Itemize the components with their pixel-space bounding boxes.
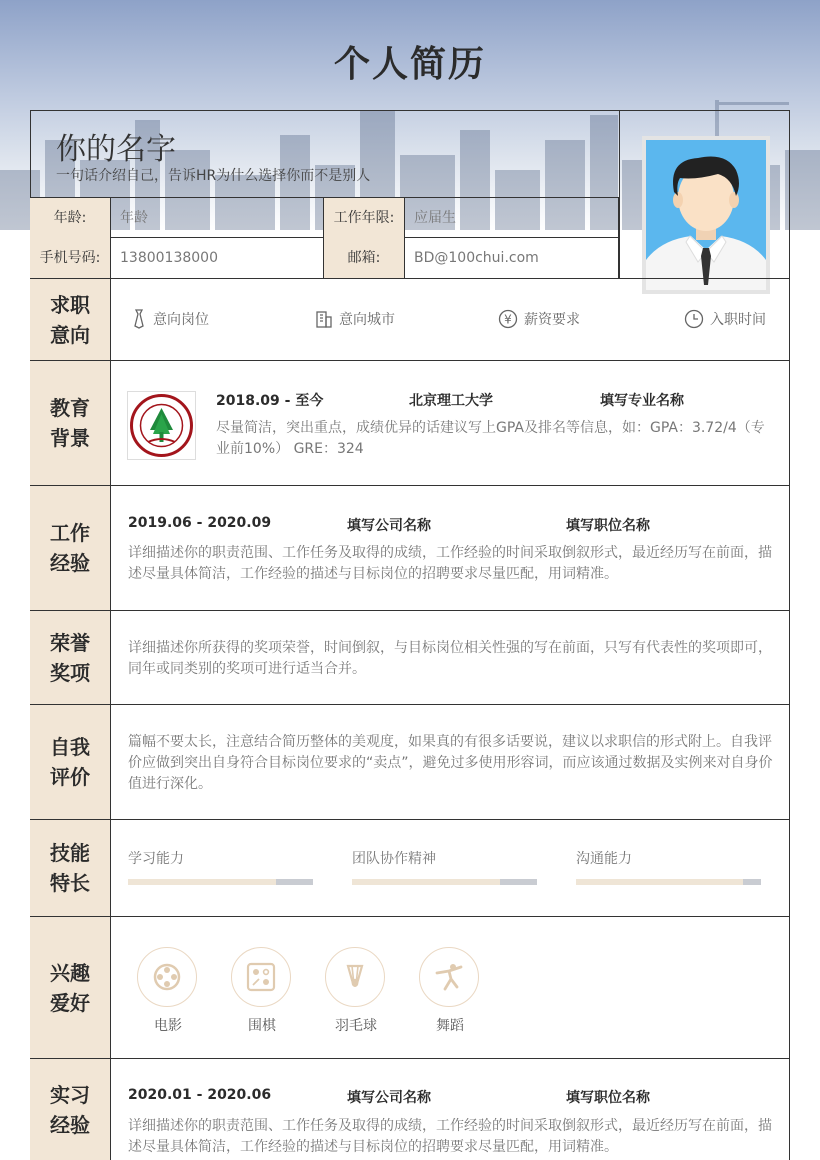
section-label-text: 自我评价 xyxy=(50,735,90,789)
section-body xyxy=(111,705,790,819)
education-desc: 尽量简洁，突出重点，成绩优异的话建议写上GPA及排名等信息，如：GPA：3.72/4（专业前10%） GRE：324 xyxy=(216,420,765,457)
skill-name: 团队协作精神 xyxy=(352,851,436,867)
info-row xyxy=(30,238,619,278)
section-label xyxy=(30,1059,111,1160)
internship-desc: 详细描述你的职责范围、工作任务及取得的成绩，工作经验的时间采取倒叙形式，最近经历写在前面，描述尽量具体简洁，工作经验的描述与目标岗位的招聘要求尽量匹配，用词精准。 xyxy=(128,1118,772,1155)
basic-info-grid xyxy=(30,197,619,277)
skill-bar xyxy=(352,879,537,885)
section-label-text: 荣誉奖项 xyxy=(50,630,90,685)
skill-bar-fill xyxy=(576,879,743,885)
intent-salary-text: 薪资要求 xyxy=(524,312,580,328)
hobby-icon-circle xyxy=(325,947,385,1007)
section-body xyxy=(111,820,790,916)
internship-date: 2020.01 - 2020.06 xyxy=(128,1087,272,1103)
section-label-text: 技能特长 xyxy=(50,841,90,895)
section-self-evaluation xyxy=(30,704,790,819)
hobby-icon-circle xyxy=(231,947,291,1007)
section-honors xyxy=(30,610,790,704)
school-emblem-icon xyxy=(128,392,195,459)
intent-start-time-text: 入职时间 xyxy=(710,312,766,328)
intent-city xyxy=(315,309,395,329)
hobby-icon-circle xyxy=(137,947,197,1007)
section-body xyxy=(111,917,790,1058)
avatar xyxy=(642,136,770,294)
intent-start-time xyxy=(684,309,766,329)
film-reel-icon xyxy=(152,962,182,992)
email-label: 邮箱: xyxy=(324,238,405,278)
hobby-label: 羽毛球 xyxy=(335,1018,377,1034)
education-date: 2018.09 - 至今 xyxy=(216,393,324,409)
yen-coin-icon xyxy=(498,309,518,329)
work-desc: 详细描述你的职责范围、工作任务及取得的成绩，工作经验的时间采取倒叙形式，最近经历写在前面，描述尽量具体简洁，工作经验的描述与目标岗位的招聘要求尽量匹配，用词精准。 xyxy=(128,545,772,582)
intent-city-text: 意向城市 xyxy=(339,312,395,328)
section-job-intent xyxy=(30,278,790,360)
education-major: 填写专业名称 xyxy=(600,393,684,409)
shuttlecock-icon xyxy=(340,962,370,992)
internship-company: 填写公司名称 xyxy=(347,1090,431,1106)
hobby-item xyxy=(231,947,293,1035)
skill-item xyxy=(576,848,761,885)
section-label xyxy=(30,486,111,610)
years-value: 应届生 xyxy=(405,198,619,238)
profile-header xyxy=(30,110,790,278)
section-work xyxy=(30,485,790,610)
section-label xyxy=(30,705,111,819)
education-school: 北京理工大学 xyxy=(409,393,493,409)
work-company: 填写公司名称 xyxy=(347,518,431,534)
section-body xyxy=(111,1059,790,1160)
skill-bar xyxy=(128,879,313,885)
age-label: 年龄: xyxy=(30,198,111,238)
hobby-item xyxy=(137,947,199,1035)
skill-bar xyxy=(576,879,761,885)
section-body xyxy=(111,486,790,610)
section-label xyxy=(30,611,111,704)
name-text: 你的名字 xyxy=(56,132,176,167)
section-body xyxy=(111,279,790,360)
section-skills xyxy=(30,819,790,916)
go-board-icon xyxy=(245,961,277,993)
section-body xyxy=(111,361,790,485)
tie-icon xyxy=(131,309,147,329)
section-education xyxy=(30,360,790,485)
phone-value: 13800138000 xyxy=(111,238,324,278)
section-label xyxy=(30,279,111,360)
work-date: 2019.06 - 2020.09 xyxy=(128,515,272,531)
avatar-illustration-icon xyxy=(646,140,766,290)
skill-bar-fill xyxy=(128,879,276,885)
hobby-icon-circle xyxy=(419,947,479,1007)
clock-icon xyxy=(684,309,704,329)
school-logo xyxy=(127,391,196,460)
svg-text:¥: ¥ xyxy=(504,312,512,327)
hobby-label: 舞蹈 xyxy=(436,1018,464,1034)
skill-item xyxy=(128,848,313,885)
section-label xyxy=(30,361,111,485)
email-value: BD@100chui.com xyxy=(405,238,619,278)
info-row xyxy=(30,198,619,238)
hobby-item xyxy=(419,947,481,1035)
hobby-item xyxy=(325,947,387,1035)
intent-position-text: 意向岗位 xyxy=(153,312,209,328)
section-label xyxy=(30,820,111,916)
section-label-text: 教育背景 xyxy=(50,396,90,450)
section-label-text: 实习经验 xyxy=(50,1082,90,1137)
hobby-label: 电影 xyxy=(154,1018,182,1034)
section-label xyxy=(30,917,111,1058)
intent-salary xyxy=(498,309,580,329)
skill-name: 沟通能力 xyxy=(576,851,632,867)
years-label: 工作年限: xyxy=(324,198,405,238)
dancer-icon xyxy=(433,961,465,993)
section-label-text: 求职意向 xyxy=(50,292,90,347)
hobby-label: 围棋 xyxy=(248,1018,276,1034)
section-hobbies xyxy=(30,916,790,1058)
section-label-text: 兴趣爱好 xyxy=(50,960,90,1015)
photo-column xyxy=(619,110,790,278)
intent-position xyxy=(131,309,209,329)
work-position: 填写职位名称 xyxy=(566,518,650,534)
skill-name: 学习能力 xyxy=(128,851,184,867)
self-evaluation-desc: 篇幅不要太长，注意结合简历整体的美观度，如果真的有很多话要说，建议以求职信的形式附上。自我评价应做到突出自身符合目标岗位要求的“卖点”，避免过多使用形容词，而应该通过数据及实例来对自身价值进行深化。 xyxy=(128,734,773,792)
building-icon xyxy=(315,310,333,328)
internship-position: 填写职位名称 xyxy=(566,1090,650,1106)
section-internship xyxy=(30,1058,790,1160)
page-title: 个人简历 xyxy=(333,44,486,85)
age-value: 年龄 xyxy=(111,198,324,238)
skill-item xyxy=(352,848,537,885)
section-body xyxy=(111,611,790,704)
intro-text: 一句话介绍自己，告诉HR为什么选择你而不是别人 xyxy=(56,168,371,184)
section-label-text: 工作经验 xyxy=(50,521,90,575)
phone-label: 手机号码: xyxy=(30,238,111,278)
skill-bar-fill xyxy=(352,879,500,885)
honors-desc: 详细描述你所获得的奖项荣誉，时间倒叙，与目标岗位相关性强的写在前面，只写有代表性的奖项即可，同年或同类别的奖项可进行适当合并。 xyxy=(128,640,772,677)
